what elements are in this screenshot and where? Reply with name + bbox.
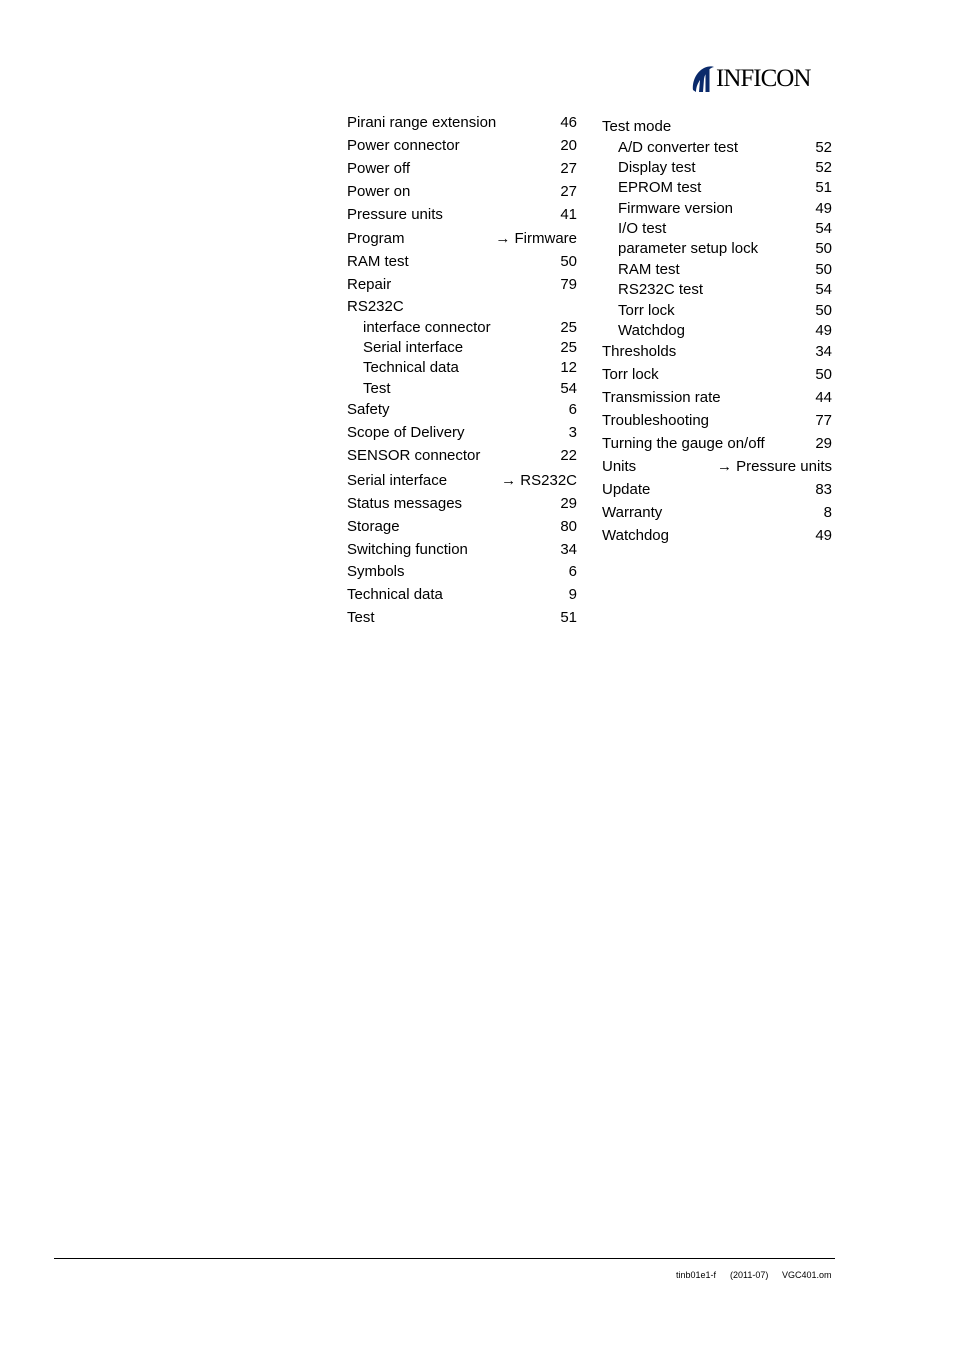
index-page-number: 29 xyxy=(815,434,832,452)
index-subentry xyxy=(347,358,577,378)
index-term: Watchdog xyxy=(602,526,669,544)
index-entry xyxy=(602,387,832,410)
index-entry xyxy=(602,525,832,548)
index-entry xyxy=(602,502,832,525)
index-subentry xyxy=(347,318,577,338)
index-entry xyxy=(347,539,577,562)
index-entry xyxy=(347,445,577,468)
index-page-number: 77 xyxy=(815,412,832,430)
index-entry xyxy=(602,433,832,456)
footer-divider xyxy=(54,1258,835,1259)
index-term: RS232C xyxy=(347,298,404,316)
index-term: interface connector xyxy=(363,318,491,336)
index-term: I/O test xyxy=(618,220,667,238)
index-entry xyxy=(602,410,832,433)
index-column-left xyxy=(347,112,577,630)
index-term: Torr lock xyxy=(618,301,675,319)
index-page-number: 79 xyxy=(560,276,577,294)
index-page-number: 6 xyxy=(568,401,577,419)
index-term: Test xyxy=(347,609,375,627)
index-term: Storage xyxy=(347,517,400,535)
index-term: Symbols xyxy=(347,563,405,581)
index-page-number: 50 xyxy=(815,260,832,278)
index-page-number: 52 xyxy=(815,158,832,176)
index-entry xyxy=(347,251,577,274)
index-subentry xyxy=(602,138,832,158)
index-entry xyxy=(347,112,577,135)
index-term: RAM test xyxy=(347,253,409,271)
index-term: Serial interface xyxy=(347,471,448,489)
index-subentry xyxy=(347,338,577,358)
index-term: Troubleshooting xyxy=(602,412,710,430)
index-page-number: 29 xyxy=(560,494,577,512)
index-term: Test xyxy=(363,379,391,397)
index-entry xyxy=(602,456,832,479)
index-page-number: 49 xyxy=(815,199,832,217)
index-entry xyxy=(347,181,577,204)
index-subentry xyxy=(347,379,577,399)
index-entry xyxy=(347,422,577,445)
index-page-number: 49 xyxy=(815,526,832,544)
index-page-number: 51 xyxy=(560,609,577,627)
index-page-number: 50 xyxy=(560,253,577,271)
index-subentry xyxy=(602,199,832,219)
index-term: Safety xyxy=(347,401,390,419)
index-entry-parent xyxy=(347,297,577,318)
index-entry xyxy=(347,399,577,422)
index-term: Technical data xyxy=(363,359,459,377)
index-subentry xyxy=(602,219,832,239)
index-page-number: 83 xyxy=(815,480,832,498)
index-entry xyxy=(602,479,832,502)
index-page-number: 51 xyxy=(815,179,832,197)
index-page-number: 50 xyxy=(815,240,832,258)
index-entry xyxy=(347,274,577,297)
index-term: Test mode xyxy=(602,118,672,135)
index-term: Switching function xyxy=(347,540,468,558)
index-term: Display test xyxy=(618,158,696,176)
index-entry xyxy=(347,135,577,158)
index-term: Torr lock xyxy=(602,366,659,384)
index-page-number: → Firmware xyxy=(495,230,577,248)
index-entry xyxy=(347,228,577,251)
index-term: Warranty xyxy=(602,503,663,521)
index-subentry xyxy=(602,260,832,280)
index-page-number: 44 xyxy=(815,389,832,407)
index-page-number: 54 xyxy=(815,220,832,238)
index-term: Repair xyxy=(347,276,392,294)
index-subentry xyxy=(602,178,832,198)
index-entry-parent xyxy=(602,117,832,138)
index-page-number: 50 xyxy=(815,301,832,319)
index-term: Thresholds xyxy=(602,343,677,361)
index-term: Firmware version xyxy=(618,199,734,217)
index-term: RAM test xyxy=(618,260,680,278)
index-term: parameter setup lock xyxy=(618,240,759,258)
index-term: Units xyxy=(602,457,637,475)
index-term: Power off xyxy=(347,159,411,177)
index-page-number: 41 xyxy=(560,205,577,223)
index-entry xyxy=(347,204,577,227)
inficon-logo xyxy=(690,64,835,94)
index-page-number: 20 xyxy=(560,136,577,154)
index-entry xyxy=(347,158,577,181)
index-term: Update xyxy=(602,480,651,498)
index-entry xyxy=(347,584,577,607)
inficon-logo-mark-icon xyxy=(690,64,716,94)
index-term: RS232C test xyxy=(618,281,704,299)
index-term: Program xyxy=(347,230,405,248)
index-entry xyxy=(602,341,832,364)
index-page-number: 27 xyxy=(560,159,577,177)
index-page-number: 25 xyxy=(560,318,577,336)
index-subentry xyxy=(602,321,832,341)
index-page-number: 9 xyxy=(568,586,577,604)
index-subentry xyxy=(602,239,832,259)
index-page-number: → Pressure units xyxy=(716,457,832,475)
index-term: Pirani range extension xyxy=(347,114,497,131)
index-entry xyxy=(347,607,577,630)
index-term: Power on xyxy=(347,182,411,200)
index-term: Watchdog xyxy=(618,322,685,340)
index-page-number: 54 xyxy=(815,281,832,299)
index-entry xyxy=(347,493,577,516)
footer-doc-id: tinb01e1-f xyxy=(676,1270,717,1280)
index-entry xyxy=(347,470,577,493)
index-page-number: 34 xyxy=(560,540,577,558)
index-page-number: 52 xyxy=(815,138,832,156)
index-page-number: 6 xyxy=(568,563,577,581)
index-page-number: 50 xyxy=(815,366,832,384)
logo-text: INFICON xyxy=(716,65,811,92)
index-term: Transmission rate xyxy=(602,389,721,407)
index-term: SENSOR connector xyxy=(347,446,481,464)
index-term: Scope of Delivery xyxy=(347,424,465,442)
index-term: Status messages xyxy=(347,494,463,512)
index-page-number: 34 xyxy=(815,343,832,361)
index-column-right xyxy=(602,117,832,547)
index-term: Power connector xyxy=(347,136,460,154)
index-page-number: 46 xyxy=(560,114,577,131)
index-subentry xyxy=(602,301,832,321)
index-subentry xyxy=(602,158,832,178)
index-entry xyxy=(602,364,832,387)
index-entry xyxy=(347,561,577,584)
index-page-number: 54 xyxy=(560,379,577,397)
index-page-number: 12 xyxy=(560,359,577,377)
footer-date: (2011-07) xyxy=(730,1270,769,1280)
index-term: Turning the gauge on/off xyxy=(602,434,765,452)
index-term: Pressure units xyxy=(347,205,443,223)
index-page-number: 22 xyxy=(560,446,577,464)
index-page-number: 25 xyxy=(560,339,577,357)
index-page-number: 3 xyxy=(568,424,577,442)
index-page-number: 27 xyxy=(560,182,577,200)
index-subentry xyxy=(602,280,832,300)
index-term: Technical data xyxy=(347,586,443,604)
index-page-number: 8 xyxy=(823,503,832,521)
index-term: A/D converter test xyxy=(618,138,739,156)
index-page-number: → RS232C xyxy=(501,471,577,489)
index-entry xyxy=(347,516,577,539)
index-term: Serial interface xyxy=(363,339,464,357)
index-page-number: 49 xyxy=(815,322,832,340)
footer-file: VGC401.om xyxy=(782,1270,832,1280)
index-page-number: 80 xyxy=(560,517,577,535)
index-term: EPROM test xyxy=(618,179,702,197)
